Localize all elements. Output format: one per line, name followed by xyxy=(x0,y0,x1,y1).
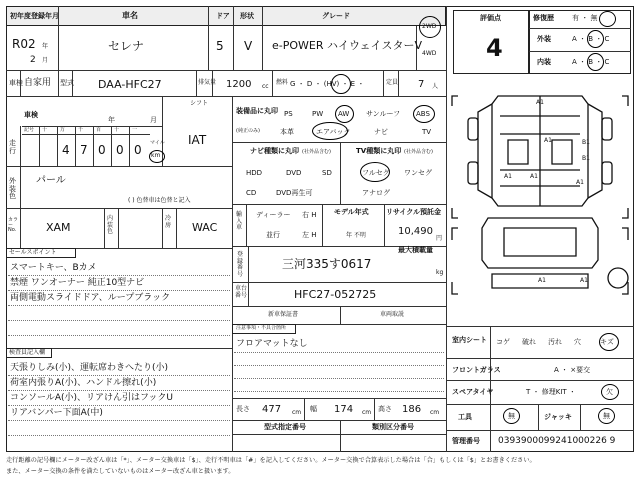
shift-value: IAT xyxy=(188,133,207,147)
score-value: 4 xyxy=(486,34,503,62)
capacity-label: 定員 xyxy=(386,79,399,86)
jack-label: ジャッキ xyxy=(544,413,572,421)
diagram-mark-a1-center: A1 xyxy=(530,173,538,180)
tv-sub: (社外品含む) xyxy=(404,149,433,155)
nav-header: ナビ種類に丸印 xyxy=(250,147,299,155)
windshield-value: A ・ ×要交 xyxy=(554,366,591,374)
equipment-sub: (純正のみ) xyxy=(236,128,260,134)
mileage-label: 走行 xyxy=(9,139,16,155)
inspector-note-line: 天張りしみ(小)、運転席わきへたり(小) xyxy=(10,363,169,373)
selling-point-line: 禁煙 ワンオーナー 純正10型ナビ xyxy=(10,278,145,288)
tv-header: TV種類に丸印 xyxy=(356,147,402,155)
month-unit: 月 xyxy=(42,57,49,64)
diagram-mark-a1-right: A1 xyxy=(576,179,584,186)
equip-leather: 本革 xyxy=(280,128,294,136)
diagram-mark-a1-corner: A1 xyxy=(580,277,588,284)
plate-value: 三河335す0617 xyxy=(282,257,372,271)
type-designation-label: 型式指定番号 xyxy=(264,423,306,431)
width-label: 幅 xyxy=(310,405,317,413)
mileage-digit-header: 千 xyxy=(78,127,84,133)
seat-option: 破れ xyxy=(522,338,536,346)
nav-dvd: DVD xyxy=(286,169,302,177)
mileage-digit-header: 記号 xyxy=(24,127,35,133)
diagram-mark-a1-mid: A1 xyxy=(544,137,552,144)
repair-label: 修復歴 xyxy=(533,14,554,22)
fuel-options: G ・ D ・ (HV) ・ E ・ xyxy=(290,80,365,88)
model-year-label: モデル年式 xyxy=(334,208,369,216)
nav-hdd: HDD xyxy=(246,169,263,177)
inspector-notes-label: 検査員記入欄 xyxy=(9,349,46,356)
exterior-note: ( ) 色替車は色替と記入 xyxy=(128,197,191,204)
shape-value: V xyxy=(244,39,253,53)
era-value: R02 xyxy=(12,37,36,51)
mileage-digit-header: 十 xyxy=(42,127,48,133)
color-no-value: XAM xyxy=(46,221,71,234)
displacement-label: 排気量 xyxy=(198,79,217,86)
mileage-digit-header: 一 xyxy=(132,127,138,133)
notes-label: 注意事項・不具合箇所 xyxy=(236,325,287,331)
recycle-label: リサイクル預託金 xyxy=(386,208,442,216)
plate-label: 登録番号 xyxy=(237,251,244,278)
mileage-digit-header: 十 xyxy=(114,127,120,133)
use-value: 自家用 xyxy=(24,78,52,88)
length-cm: cm xyxy=(292,409,302,416)
diagram-mark-b1-lower: B1 xyxy=(582,155,590,162)
ac-label: 冷房 xyxy=(165,215,172,229)
equip-ps: PS xyxy=(284,110,293,118)
drive-4wd: 4WD xyxy=(422,50,437,57)
grade-label: グレード xyxy=(322,12,350,20)
mileage-digit: 0 xyxy=(116,143,124,157)
import-label: 輸入車 xyxy=(236,211,243,232)
tools-selected: 無 xyxy=(508,412,515,420)
month-value: 2 xyxy=(30,55,36,65)
width-cm: cm xyxy=(362,409,372,416)
length-value: 477 xyxy=(262,404,282,415)
seat-option: コゲ xyxy=(496,338,510,346)
type-label: 型式 xyxy=(60,79,74,87)
inspector-note-line: 荷室内張りA(小)、ハンドル擦れ(小) xyxy=(10,378,157,388)
color-no-label: カラー No. xyxy=(8,217,19,233)
max-load-kg: kg xyxy=(436,269,444,276)
tv-fullseg: フルセグ xyxy=(362,169,390,177)
diagram-mark-b1-upper: B1 xyxy=(582,139,590,146)
tv-analog: アナログ xyxy=(362,189,390,197)
seat-option: 穴 xyxy=(574,338,581,346)
nav-dvd-play: DVD再生可 xyxy=(276,189,313,197)
equip-navi: ナビ xyxy=(374,128,388,136)
control-value: 0393900099241000226 9 xyxy=(498,436,616,446)
mileage-digit: 7 xyxy=(80,143,88,157)
diagram-mark-a1-rear: A1 xyxy=(538,277,546,284)
equipment-label: 装備品に丸印 xyxy=(236,107,278,115)
import-left: 左 H xyxy=(302,231,317,239)
spare-label: スペアタイヤ xyxy=(452,388,494,396)
car-diagram xyxy=(448,78,632,318)
nav-cd: CD xyxy=(246,189,257,197)
displacement-value: 1200 xyxy=(226,79,252,90)
length-label: 長さ xyxy=(236,405,250,413)
interior-color-label: 内装色 xyxy=(107,215,114,236)
import-parallel: 並行 xyxy=(266,231,280,239)
door-label: ドア xyxy=(216,12,230,20)
mileage-digit: 0 xyxy=(98,143,106,157)
warranty-label: 新車保証書 xyxy=(268,311,299,318)
recycle-value: 10,490 xyxy=(398,226,433,237)
nav-sub: (社外品含む) xyxy=(302,149,331,155)
repair-options: 有 ・ 無 xyxy=(572,14,598,22)
shaken-label: 車検 xyxy=(24,111,38,119)
exterior-label: 外装色 xyxy=(9,177,16,201)
inspector-note-line: リアバンパー下面A(中) xyxy=(10,408,103,418)
manual-label: 車両取説 xyxy=(380,311,405,318)
mileage-digit-header: 百 xyxy=(96,127,102,133)
selling-points-label: セールスポイント xyxy=(9,249,57,256)
spare-selected: 欠 xyxy=(606,388,613,396)
grade-value: e-POWER ハイウェイスターV xyxy=(272,39,422,52)
equip-pw: PW xyxy=(312,110,324,118)
control-label: 管理番号 xyxy=(452,437,480,445)
exterior-value: パール xyxy=(36,175,66,186)
equip-aw: AW xyxy=(338,110,350,118)
exterior-rating-label: 外装 xyxy=(537,35,551,43)
type-value: DAA-HFC27 xyxy=(98,78,162,91)
capacity-value: 7 xyxy=(418,79,425,90)
spare-value: T ・ 修理KIT ・ xyxy=(526,388,576,396)
equip-abs: ABS xyxy=(416,110,430,118)
selling-point-line: スマートキー、Bカメ xyxy=(10,263,97,273)
equip-sunroof: サンルーフ xyxy=(366,110,401,118)
km-label: km xyxy=(151,152,161,159)
windshield-label: フロントガラス xyxy=(452,366,501,374)
footer-line-1: 走行距離の記号欄にメーター改ざん車は「*」、メーター交換車は「$」、走行不明車は「#」を記入してください。メーター交換で合算表示した場合は「合」もしくは「$」とお書きください。 xyxy=(6,457,536,464)
model-year-value: 年 不明 xyxy=(346,232,366,239)
diagram-mark-a1-top: A1 xyxy=(536,99,544,106)
inspector-note-line: コンソールA(小)、リアけん引はフックU xyxy=(10,393,173,403)
equip-airbag: エアバック xyxy=(316,128,351,136)
frame-label: 車台番号 xyxy=(235,285,248,299)
category-label: 類別区分番号 xyxy=(372,423,414,431)
seat-option: 汚れ xyxy=(548,338,562,346)
mileage-digit: 0 xyxy=(134,143,142,157)
import-right: 右 H xyxy=(302,211,317,219)
mileage-digit: 4 xyxy=(62,143,70,157)
first-reg-label: 初年度登録年月 xyxy=(10,12,59,20)
frame-value: HFC27-052725 xyxy=(294,288,377,301)
note-line: フロアマットなし xyxy=(236,339,308,349)
equip-tv: TV xyxy=(422,128,432,136)
use-label: 車検 xyxy=(9,79,23,87)
fuel-hv-circle xyxy=(331,74,351,94)
recycle-yen: 円 xyxy=(436,235,443,242)
width-value: 174 xyxy=(334,404,354,415)
tools-label: 工具 xyxy=(458,413,472,421)
capacity-unit: 人 xyxy=(432,83,439,90)
footer-line-2: また、メーター交換の条件を満たしていないものはメーター改ざん車と扱います。 xyxy=(6,468,235,475)
interior-rating-options: A ・ B ・ C xyxy=(572,58,610,66)
shape-label: 形状 xyxy=(240,12,254,20)
height-cm: cm xyxy=(430,409,440,416)
selling-point-line: 両側電動スライドドア、ループブラック xyxy=(10,293,171,303)
ac-value: WAC xyxy=(192,221,218,234)
shift-label: シフト xyxy=(190,100,209,107)
fuel-label: 燃料 xyxy=(276,79,289,86)
car-name-value: セレナ xyxy=(108,39,145,53)
score-label: 評価点 xyxy=(480,14,501,22)
max-load-label: 最大積載量 xyxy=(398,246,433,254)
nav-sd: SD xyxy=(322,169,332,177)
exterior-rating-options: A ・ B ・ C xyxy=(572,35,610,43)
shaken-month-unit: 月 xyxy=(150,116,157,124)
mileage-digit-header: 万 xyxy=(60,127,66,133)
seat-label: 室内シート xyxy=(452,336,487,344)
interior-rating-label: 内装 xyxy=(537,58,551,66)
doors-value: 5 xyxy=(216,39,224,53)
jack-selected: 無 xyxy=(603,412,610,420)
diagram-mark-a1-left: A1 xyxy=(504,173,512,180)
car-name-label: 車名 xyxy=(122,11,138,20)
tv-oneseg: ワンセグ xyxy=(404,169,432,177)
interior-rating-circle xyxy=(587,53,604,71)
shaken-year-unit: 年 xyxy=(108,116,115,124)
exterior-rating-circle xyxy=(587,30,604,48)
cc-unit: cc xyxy=(262,83,269,90)
height-value: 186 xyxy=(402,404,422,415)
seat-option: キズ xyxy=(600,338,614,346)
mile-label: マイル xyxy=(150,140,165,146)
height-label: 高さ xyxy=(378,405,392,413)
repair-selected-circle xyxy=(599,11,616,27)
seat-selected-circle xyxy=(599,333,619,351)
import-dealer: ディーラー xyxy=(256,211,291,219)
drive-2wd: 2WD xyxy=(422,23,437,30)
year-unit: 年 xyxy=(42,43,49,50)
